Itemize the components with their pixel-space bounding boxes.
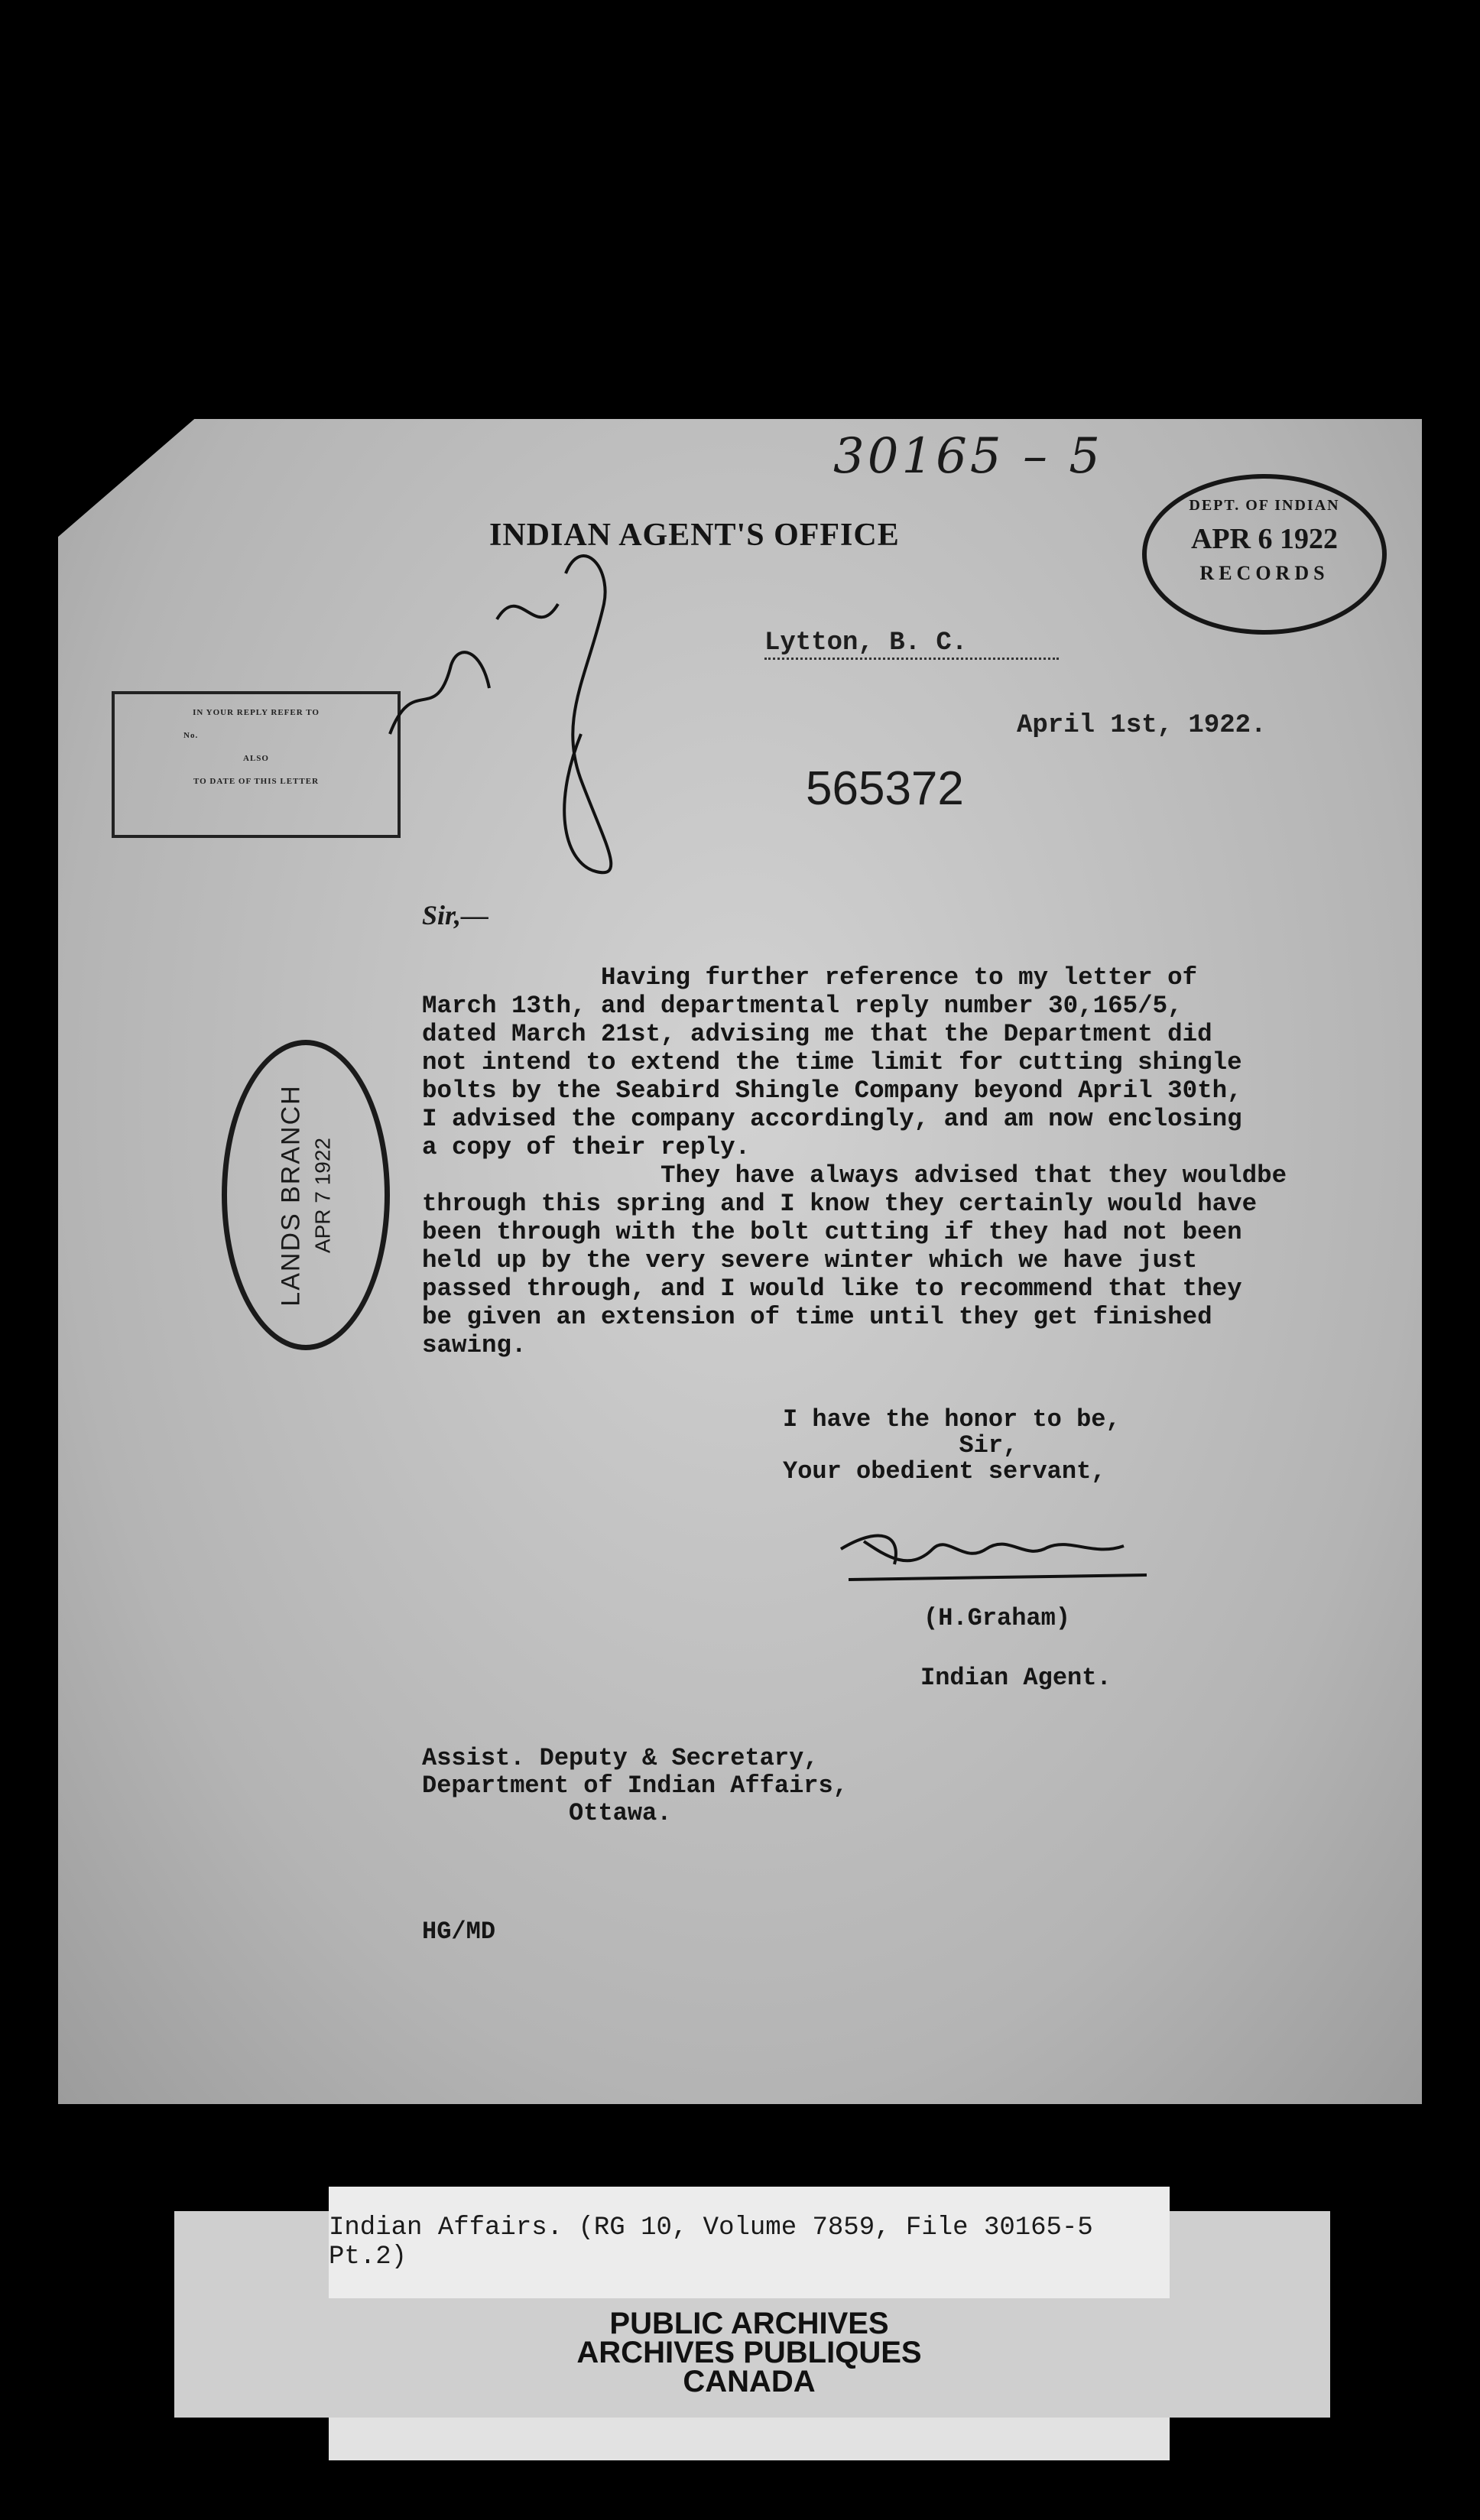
letter-body: Having further reference to my letter of March 13th, and departmental reply number 30,165/5, dated March 21st, advising me that the Department did not intend to extend the time limit for cutting shingle bolts by the Seabird Shingle Company beyond April 30th, I advised the company accordingly, and am now enclosing a copy of their reply. They have always advised that they wouldbe through this spring and I know they certainly would have been through with the bolt cutting if they had not been held up by the very severe winter which we have just passed through, and I would like to recommend that they be given an extension of time until they get finished sawing. [422, 963, 1287, 1359]
archive-name-en: PUBLIC ARCHIVES [609, 2307, 889, 2340]
records-stamp-dept: DEPT. OF INDIAN [1189, 497, 1340, 514]
reply-box-line-1: IN YOUR REPLY REFER TO [193, 708, 320, 717]
margin-scribble-signature [382, 535, 635, 887]
letterhead: INDIAN AGENT'S OFFICE [489, 518, 900, 553]
signer-name: (H.Graham) [923, 1604, 1071, 1632]
stamped-file-number: 565372 [806, 762, 964, 815]
archive-name-block [329, 2309, 1170, 2396]
reply-box-line-4: TO DATE OF THIS LETTER [193, 777, 320, 786]
typist-initials: HG/MD [422, 1918, 496, 1946]
letter-closing: I have the honor to be, Sir, Your obedient servant, [783, 1405, 1121, 1486]
reply-box-line-3: ALSO [243, 754, 269, 763]
records-stamp-label: RECORDS [1199, 562, 1329, 584]
signer-title: Indian Agent. [920, 1664, 1112, 1692]
records-stamp-date: APR 6 1922 [1190, 523, 1339, 555]
handwritten-file-reference: 30165 – 5 [833, 428, 1103, 485]
salutation: Sir,— [422, 900, 489, 930]
lands-branch-stamp [222, 1040, 390, 1350]
reply-box-line-2: No. [183, 731, 199, 740]
archive-country: CANADA [683, 2365, 816, 2398]
letter-date: April 1st, 1922. [1017, 711, 1267, 740]
records-received-stamp [1142, 474, 1387, 635]
archive-name-fr: ARCHIVES PUBLIQUES [576, 2336, 922, 2369]
archive-reference-label: Indian Affairs. (RG 10, Volume 7859, File 30165-5 Pt.2) [329, 2187, 1170, 2298]
lands-stamp-name: LANDS BRANCH [276, 1083, 306, 1307]
addressee-block: Assist. Deputy & Secretary, Department of Indian Affairs, Ottawa. [422, 1744, 848, 1827]
handwritten-signature [833, 1518, 1154, 1587]
archive-bottom-tab [329, 2418, 1170, 2460]
reply-reference-box [112, 691, 401, 838]
lands-stamp-date: APR 7 1922 [310, 1137, 335, 1253]
location-line: Lytton, B. C. [764, 628, 1059, 660]
